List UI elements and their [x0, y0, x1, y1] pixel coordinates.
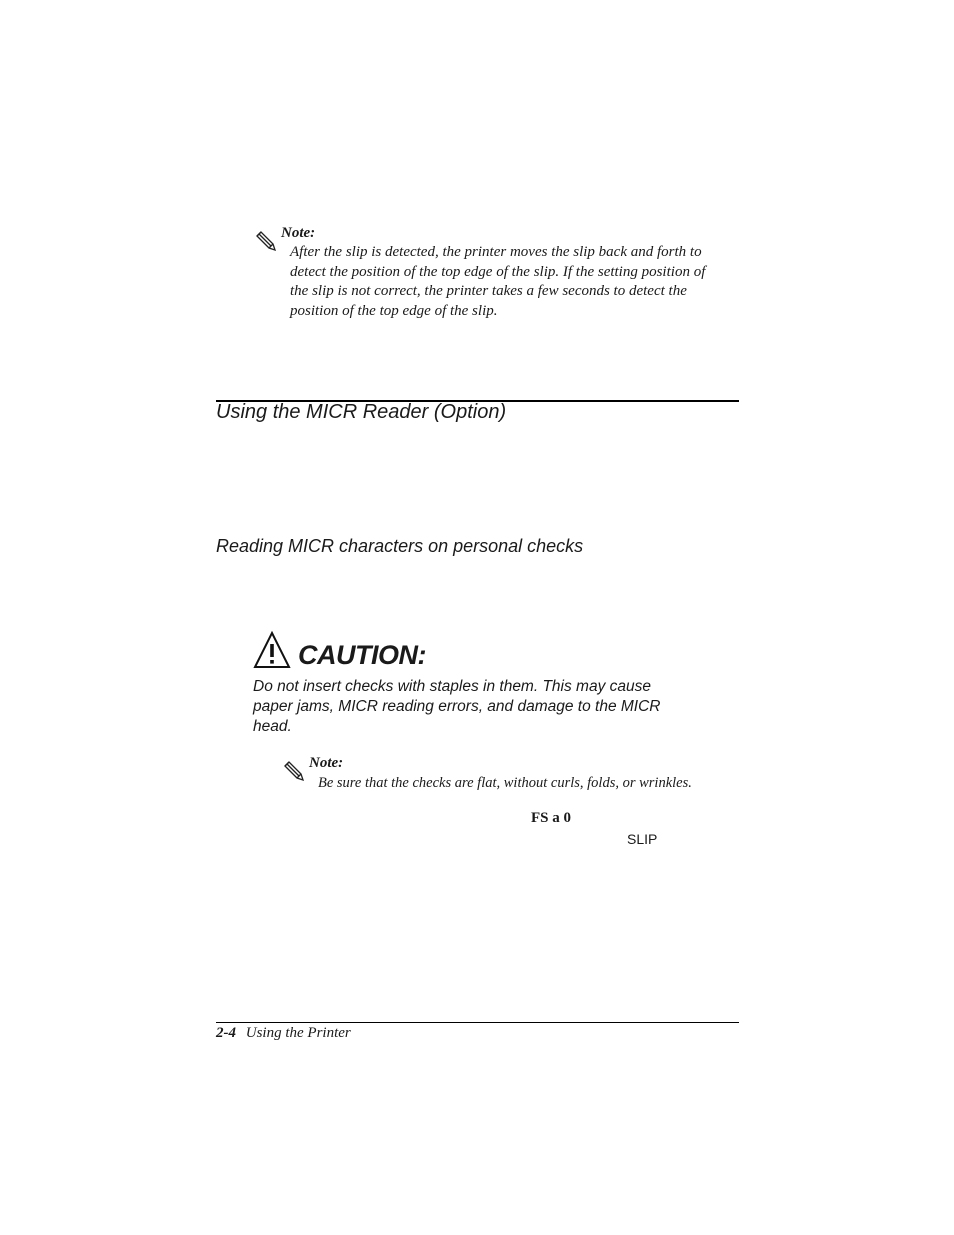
pencil-note-icon — [281, 758, 307, 784]
caution-body — [253, 677, 660, 737]
caution-line: Do not insert checks with staples in them. This may cause — [253, 678, 651, 695]
note-line: position of the top edge of the slip. — [290, 302, 498, 319]
note-line: After the slip is detected, the printer moves the slip back and forth to — [290, 244, 702, 260]
note-body: Be sure that the checks are flat, without curls, folds, or wrinkles. — [318, 775, 692, 791]
subsection-heading: Reading MICR characters on personal checks — [216, 536, 584, 556]
footer-rule — [216, 1022, 739, 1023]
note-line: the slip is not correct, the printer takes a few seconds to detect the — [290, 283, 687, 299]
warning-icon — [253, 630, 291, 670]
page-number: 2-4 — [216, 1025, 236, 1041]
caution-line: head. — [253, 718, 292, 735]
command-text: FS a 0 — [531, 810, 572, 826]
note-title: Note: — [309, 755, 344, 771]
note-title: Note: — [281, 225, 316, 241]
note-line: detect the position of the top edge of the slip. If the setting position of — [290, 263, 706, 280]
chapter-title: Using the Printer — [245, 1025, 351, 1041]
note-body — [290, 243, 705, 321]
caution-title: CAUTION: — [298, 640, 426, 670]
section-heading: Using the MICR Reader (Option) — [216, 401, 507, 423]
pencil-note-icon — [253, 228, 279, 254]
caution-line: paper jams, MICR reading errors, and damage to the MICR — [253, 698, 661, 715]
slip-label: SLIP — [627, 831, 658, 847]
page-footer — [216, 1025, 351, 1042]
